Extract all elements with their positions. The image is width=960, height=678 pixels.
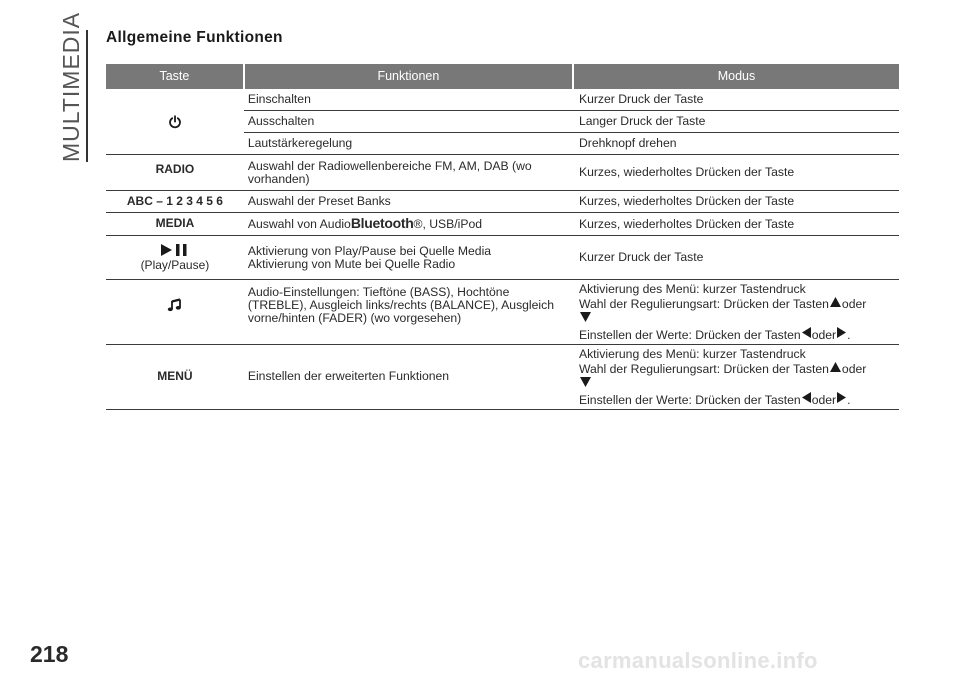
- adjust-mode-line3: Einstellen der Werte: Drücken der Tasten: [578, 393, 801, 407]
- function-cell: [244, 213, 573, 236]
- mode-cell: Kurzes, wiederholtes Drücken der Taste: [573, 213, 899, 236]
- adjust-mode-cell: [573, 280, 899, 345]
- page-number: 218: [30, 641, 69, 667]
- triangle-up-icon: [829, 296, 842, 308]
- media-function-prefix: Auswahl von Audio: [247, 217, 351, 231]
- media-function-suffix: ®, USB/iPod: [413, 217, 483, 231]
- mode-cell: Kurzes, wiederholtes Drücken der Taste: [573, 155, 899, 191]
- function-cell: Auswahl der Radiowellenbereiche FM, AM, DAB (wo vorhanden): [244, 155, 573, 191]
- triangle-left-icon: [801, 391, 812, 404]
- functions-table: [106, 64, 899, 410]
- triangle-down-icon: [579, 311, 592, 323]
- audio-key-cell: [106, 280, 244, 345]
- menu-key: MENÜ: [106, 345, 244, 410]
- function-cell: Audio-Einstellungen: Tieftöne (BASS), Hochtöne (TREBLE), Ausgleich links/rechts (BALANCE), Ausgleich vorne/hinten (FADER) (wo vorgesehen): [244, 280, 573, 345]
- oder-text: oder: [841, 297, 867, 311]
- mode-cell: Kurzer Druck der Taste: [573, 236, 899, 280]
- adjust-mode-line1: Aktivierung des Menü: kurzer Tastendruck: [578, 347, 806, 361]
- table-row: [106, 236, 899, 280]
- mode-cell: Kurzes, wiederholtes Drücken der Taste: [573, 191, 899, 213]
- function-cell: Auswahl der Preset Banks: [244, 191, 573, 213]
- power-key-cell: [106, 89, 244, 155]
- oder-text: oder: [841, 362, 867, 376]
- music-note-icon: [167, 298, 183, 312]
- function-cell: [244, 236, 573, 280]
- mode-cell: Drehknopf drehen: [573, 133, 899, 155]
- playpause-function-line1: Aktivierung von Play/Pause bei Quelle Media: [247, 243, 492, 258]
- triangle-left-icon: [801, 326, 812, 339]
- oder-text: oder: [811, 393, 837, 407]
- media-key: MEDIA: [106, 213, 244, 236]
- adjust-mode-cell: [573, 345, 899, 410]
- table-row: [106, 345, 899, 410]
- playpause-function-line2: Aktivierung von Mute bei Quelle Radio: [247, 256, 456, 271]
- side-section-label: [56, 11, 86, 162]
- header-modus: Modus: [573, 64, 899, 89]
- function-cell: Einstellen der erweiterten Funktionen: [244, 345, 573, 410]
- preset-key: ABC – 1 2 3 4 5 6: [106, 191, 244, 213]
- playpause-key-label: (Play/Pause): [140, 258, 210, 272]
- table-row: [106, 280, 899, 345]
- table-row: [106, 213, 899, 236]
- adjust-mode-line2: Wahl der Regulierungsart: Drücken der Tasten: [578, 362, 829, 376]
- header-taste: Taste: [106, 64, 244, 89]
- side-section-text: MULTIMEDIA: [58, 11, 84, 162]
- bluetooth-brand: Bluetooth: [350, 215, 414, 231]
- table-row: [106, 89, 899, 111]
- triangle-right-icon: [836, 391, 847, 404]
- section-title: Allgemeine Funktionen: [106, 29, 283, 46]
- period-text: .: [847, 393, 851, 407]
- triangle-up-icon: [829, 361, 842, 373]
- mode-cell: Langer Druck der Taste: [573, 111, 899, 133]
- table-header-row: [106, 64, 899, 89]
- radio-key: RADIO: [106, 155, 244, 191]
- triangle-down-icon: [579, 376, 592, 388]
- function-cell: Ausschalten: [244, 111, 573, 133]
- side-divider: [86, 30, 88, 162]
- table-row: [106, 191, 899, 213]
- header-funktionen: Funktionen: [244, 64, 573, 89]
- watermark: carmanualsonline.info: [578, 648, 818, 673]
- adjust-mode-line1: Aktivierung des Menü: kurzer Tastendruck: [578, 282, 806, 296]
- triangle-right-icon: [836, 326, 847, 339]
- play-pause-icon: [159, 243, 191, 257]
- playpause-key-cell: [106, 236, 244, 280]
- period-text: .: [847, 328, 851, 342]
- function-cell: Lautstärkeregelung: [244, 133, 573, 155]
- power-icon: [168, 115, 182, 129]
- table-row: [106, 155, 899, 191]
- adjust-mode-line2: Wahl der Regulierungsart: Drücken der Tasten: [578, 297, 829, 311]
- mode-cell: Kurzer Druck der Taste: [573, 89, 899, 111]
- function-cell: Einschalten: [244, 89, 573, 111]
- oder-text: oder: [811, 328, 837, 342]
- adjust-mode-line3: Einstellen der Werte: Drücken der Tasten: [578, 328, 801, 342]
